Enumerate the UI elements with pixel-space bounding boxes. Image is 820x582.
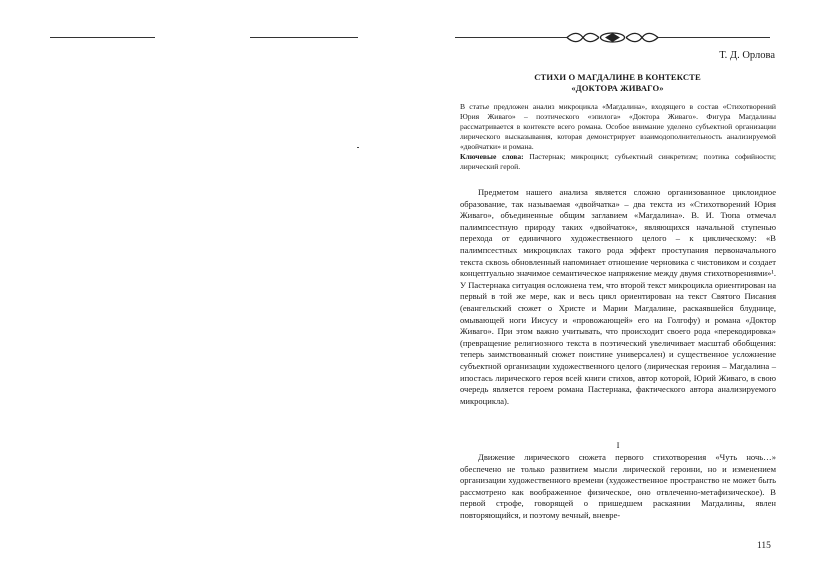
title-line-1: СТИХИ О МАГДАЛИНЕ В КОНТЕКСТЕ [534, 72, 701, 82]
abstract-text: В статье предложен анализ микроцикла «Магдалина», входящего в состав «Стихотворений Юрия Живаго» – поэтического «эпилога» «Доктора Живаго». Фигура Магдалины рассматривается в контексте всего романа. Особое внимание уделено субъектной организации лирического высказывания, которая демонстрирует взаимодополнительность анализируемой «двойчатки» и романа. [460, 102, 776, 151]
paragraph-1: Предметом нашего анализа является сложно организованное циклоидное образование, так называемая «двойчатка» – два текста из «Стихотворений Юрия Живаго», объединенные общим заглавием «Магдалина». В. И. Тюпа отмечал палимпсестную природу таких «двойчаток», являющихся начальной ступенью перехода от единичного художественного целого – к циклическому: «В палимпсестных микроциклах такого рода эффект проступания первоначального текста сквозь обновленный напоминает отношение черновика с чистовиком и создает концептуально значимое семантическое напряжение между двумя стихотворениями»¹. У Пастернака ситуация осложнена тем, что второй текст микроцикла ориентирован на первый в той же мере, как и весь цикл ориентирован на текст Святого Писания (евангельский сюжет о Христе и Марии Магдалине, раскаявшейся блуднице, омывающей ноги Иисусу и «провожающей» его на Голгофу) и романа «Доктор Живаго». При этом важно учитывать, что происходит своего рода «перекодировка» (превращение религиозного текста в поэтический увеличивает масштаб обобщения: теперь заимствованный сюжет поистине универсален) и существенное усложнение субъектной организации художественного целого (лирическая героиня – Магдалина – ипостась лирического героя всей книги стихов, автор которой, Юрий Живаго, в свою очередь является героем романа Пастернака, фактического автора анализируемого микроцикла). [460, 187, 776, 406]
keywords [460, 152, 776, 172]
left-page-rule-1 [50, 37, 155, 38]
body-section-intro [460, 187, 776, 407]
left-page-rule-2 [250, 37, 358, 38]
title-line-2: «ДОКТОРА ЖИВАГО» [571, 83, 664, 93]
keywords-list: Пастернак; микроцикл; субъектный синкретизм; поэтика софийности; лирический герой. [460, 152, 776, 171]
stray-mark [357, 147, 359, 148]
section-number: I [616, 440, 620, 450]
abstract [460, 102, 776, 172]
header-ornament [455, 31, 770, 45]
article-title [460, 72, 775, 94]
paragraph-2: Движение лирического сюжета первого стихотворения «Чуть ночь…» обеспечено не только развитием мысли лирической героини, но и изменением организации художественного времени (художественное пространство не может быть рассмотрено как воображенное физическое, оно отвлеченно-метафизическое). В первой строфе, говорящей о пришедшем раскаянии Магдалины, явлен повторяющийся, и поэтому вечный, вневре- [460, 452, 776, 520]
keywords-label: Ключевые слова: [460, 152, 524, 161]
body-section-1 [460, 452, 776, 522]
header-author: Т. Д. Орлова [719, 50, 775, 61]
page-number: 115 [757, 541, 771, 551]
